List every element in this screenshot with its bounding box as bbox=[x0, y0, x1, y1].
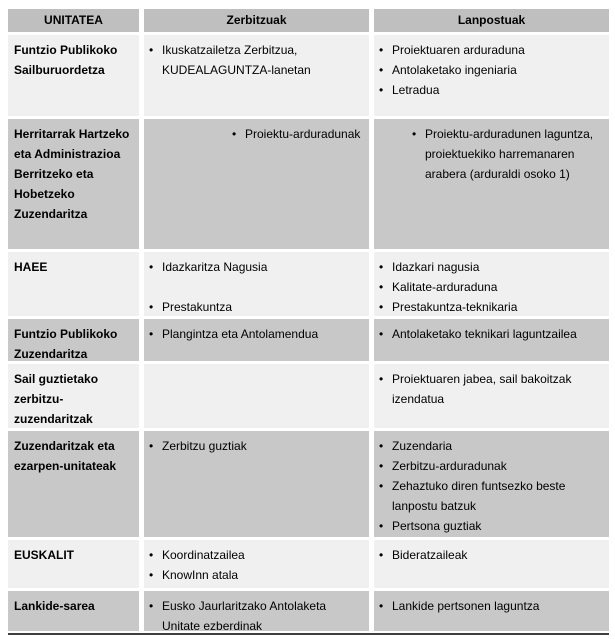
bullet-icon: • bbox=[149, 439, 154, 453]
positions-cell bbox=[374, 591, 609, 631]
services-list bbox=[144, 257, 365, 316]
bullet-icon: • bbox=[379, 280, 384, 294]
positions-list bbox=[374, 596, 605, 616]
bullet-icon: • bbox=[232, 127, 237, 141]
positions-list bbox=[374, 436, 605, 536]
services-list bbox=[144, 596, 365, 631]
bullet-icon: • bbox=[379, 479, 384, 493]
services-list bbox=[144, 436, 365, 456]
bullet-icon: • bbox=[379, 63, 384, 77]
services-cell bbox=[144, 119, 369, 249]
services-cell bbox=[144, 364, 369, 428]
services-item-text: Zerbitzu guztiak bbox=[162, 439, 247, 453]
positions-item bbox=[379, 80, 605, 100]
services-item bbox=[149, 40, 365, 80]
services-item-text: Plangintza eta Antolamendua bbox=[162, 327, 319, 341]
unit-cell bbox=[8, 319, 139, 361]
positions-list bbox=[374, 545, 605, 565]
services-item bbox=[232, 124, 365, 144]
services-item-text: Idazkaritza Nagusia bbox=[162, 260, 268, 274]
unit-name: Funtzio Publikoko Zuzendaritza bbox=[14, 327, 118, 361]
positions-item bbox=[379, 369, 605, 409]
bullet-icon: • bbox=[379, 260, 384, 274]
positions-item bbox=[379, 257, 605, 277]
positions-item bbox=[379, 40, 605, 60]
bullet-icon: • bbox=[149, 43, 154, 57]
bullet-icon: • bbox=[412, 127, 417, 141]
unit-name: Herritarrak Hartzeko eta Administrazioa Berritzeko eta Hobetzeko Zuzendaritza bbox=[14, 127, 130, 221]
positions-cell bbox=[374, 252, 609, 316]
bullet-icon: • bbox=[149, 300, 154, 314]
units-table bbox=[8, 9, 609, 631]
services-cell bbox=[144, 540, 369, 588]
positions-list bbox=[374, 40, 605, 100]
bullet-icon: • bbox=[379, 459, 384, 473]
bullet-icon: • bbox=[149, 548, 154, 562]
bullet-icon: • bbox=[379, 327, 384, 341]
positions-item-text: Proiektuaren jabea, sail bakoitzak izendatua bbox=[392, 372, 572, 406]
table-bottom-border bbox=[8, 633, 609, 635]
unit-cell bbox=[8, 35, 139, 116]
services-item-text: Proiektu-arduradunak bbox=[245, 127, 361, 141]
unit-name: Lankide-sarea bbox=[14, 599, 95, 613]
bullet-icon: • bbox=[379, 83, 384, 97]
positions-item-text: Zehaztuko diren funtsezko beste lanpostu batzuk bbox=[392, 479, 566, 513]
bullet-icon: • bbox=[379, 599, 384, 613]
bullet-icon: • bbox=[379, 43, 384, 57]
services-cell bbox=[144, 35, 369, 116]
bullet-icon: • bbox=[149, 260, 154, 274]
column-header-lanpostuak: Lanpostuak bbox=[374, 9, 609, 32]
unit-cell bbox=[8, 364, 139, 428]
positions-item bbox=[412, 124, 605, 184]
unit-cell bbox=[8, 431, 139, 537]
positions-item-text: Lankide pertsonen laguntza bbox=[392, 599, 540, 613]
services-list bbox=[144, 40, 365, 80]
unit-name: Funtzio Publikoko Sailburuordetza bbox=[14, 43, 118, 77]
services-item-text: Koordinatzailea bbox=[162, 548, 245, 562]
unit-cell bbox=[8, 591, 139, 631]
bullet-icon: • bbox=[379, 548, 384, 562]
services-item bbox=[149, 436, 365, 456]
unit-cell bbox=[8, 540, 139, 588]
services-item-text: Ikuskatzailetza Zerbitzua, KUDEALAGUNTZA-lanetan bbox=[162, 43, 311, 77]
positions-cell bbox=[374, 431, 609, 537]
positions-list bbox=[374, 324, 605, 344]
positions-item bbox=[379, 456, 605, 476]
unit-name: Zuzendaritzak eta ezarpen-unitateak bbox=[14, 439, 117, 473]
services-list bbox=[144, 545, 365, 585]
positions-item-text: Antolaketako ingeniaria bbox=[392, 63, 517, 77]
positions-item-text: Pertsona guztiak bbox=[392, 519, 482, 533]
positions-item bbox=[379, 476, 605, 516]
positions-cell bbox=[374, 35, 609, 116]
positions-cell bbox=[374, 364, 609, 428]
positions-item-text: Proiektu-arduradunen laguntza, proiektuekiko harremanaren arabera (arduraldi osoko 1) bbox=[425, 127, 594, 181]
services-list bbox=[144, 324, 365, 344]
positions-item-text: Idazkari nagusia bbox=[392, 260, 480, 274]
unit-name: Sail guztietako zerbitzu-zuzendaritzak bbox=[14, 372, 99, 426]
positions-item-text: Zerbitzu-arduradunak bbox=[392, 459, 507, 473]
services-item bbox=[149, 545, 365, 565]
positions-item-text: Bideratzaileak bbox=[392, 548, 468, 562]
unit-name: EUSKALIT bbox=[14, 548, 74, 562]
services-item bbox=[149, 297, 365, 316]
unit-name: HAEE bbox=[14, 260, 48, 274]
column-header-unitatea: UNITATEA bbox=[8, 9, 139, 32]
positions-item-text: Prestakuntza-teknikaria bbox=[392, 300, 518, 314]
bullet-icon: • bbox=[379, 300, 384, 314]
services-item bbox=[149, 257, 365, 277]
positions-item-text: Proiektuaren arduraduna bbox=[392, 43, 525, 57]
services-item bbox=[149, 324, 365, 344]
positions-list bbox=[374, 369, 605, 409]
bullet-icon: • bbox=[379, 519, 384, 533]
positions-item bbox=[379, 545, 605, 565]
bullet-icon: • bbox=[149, 599, 154, 613]
unit-cell bbox=[8, 252, 139, 316]
positions-cell bbox=[374, 540, 609, 588]
positions-item bbox=[379, 436, 605, 456]
bullet-icon: • bbox=[379, 439, 384, 453]
services-item-text: KnowInn atala bbox=[162, 568, 239, 582]
services-item-text: Prestakuntza bbox=[162, 300, 233, 314]
positions-cell bbox=[374, 319, 609, 361]
positions-item bbox=[379, 516, 605, 536]
positions-item bbox=[379, 324, 605, 344]
services-list bbox=[144, 124, 365, 144]
unit-cell bbox=[8, 119, 139, 249]
positions-item-text: Zuzendaria bbox=[392, 439, 453, 453]
positions-item-text: Kalitate-arduraduna bbox=[392, 280, 498, 294]
positions-item bbox=[379, 297, 605, 316]
positions-item bbox=[379, 60, 605, 80]
column-header-zerbitzuak: Zerbitzuak bbox=[144, 9, 369, 32]
positions-item-text: Antolaketako teknikari laguntzailea bbox=[392, 327, 577, 341]
positions-list bbox=[374, 124, 605, 184]
services-cell bbox=[144, 252, 369, 316]
services-item bbox=[149, 596, 365, 631]
positions-item bbox=[379, 277, 605, 297]
positions-cell bbox=[374, 119, 609, 249]
positions-item bbox=[379, 596, 605, 616]
services-cell bbox=[144, 591, 369, 631]
positions-list bbox=[374, 257, 605, 316]
services-item-text: Eusko Jaurlaritzako Antolaketa Unitate ezberdinak bbox=[162, 599, 327, 631]
bullet-icon: • bbox=[149, 327, 154, 341]
services-cell bbox=[144, 319, 369, 361]
services-item bbox=[149, 565, 365, 585]
positions-item-text: Letradua bbox=[392, 83, 440, 97]
services-cell bbox=[144, 431, 369, 537]
bullet-icon: • bbox=[149, 568, 154, 582]
bullet-icon: • bbox=[379, 372, 384, 386]
